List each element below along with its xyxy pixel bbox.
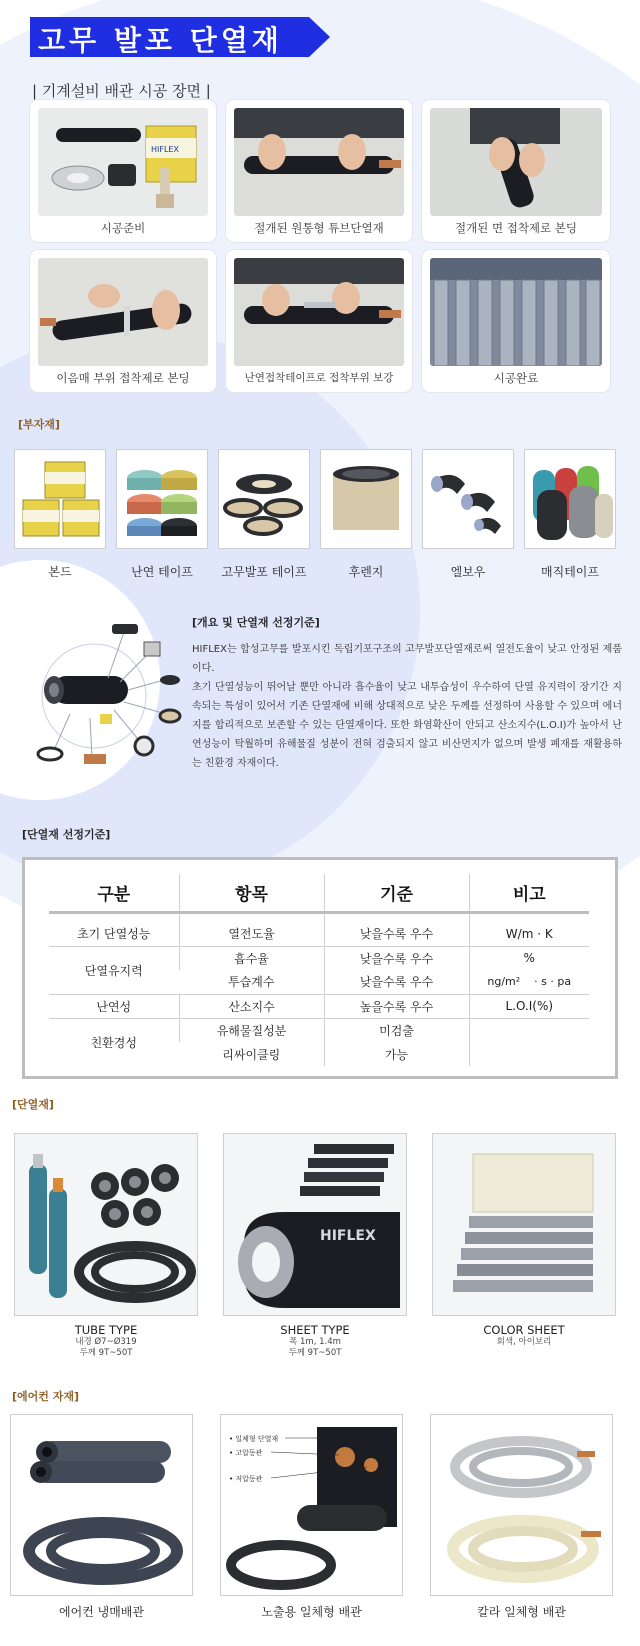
table-cell: 열전도율 [179,922,324,946]
accessory-label: 매직테이프 [541,565,599,579]
table-cell: 낮을수록 우수 [324,970,469,994]
table-cell: 가능 [324,1042,469,1066]
criteria-table-frame [22,857,618,1079]
step-photo-cut-tube [234,108,404,216]
accessory-label: 본드 [48,565,72,579]
table-row [49,922,589,946]
step-photo-complete [430,258,602,366]
step-caption: 난연접착테이프로 접착부위 보강 [244,372,394,384]
svg-text:• 일체형 단열재: • 일체형 단열재 [229,1435,279,1443]
accessory-magic-tape-image [524,449,616,549]
overview-illustration [24,618,184,768]
accessory-flange-image [320,449,412,549]
table-cell: 단열유지력 [49,946,179,994]
table-cell: 낮을수록 우수 [324,922,469,946]
step-photo-tape-reinforce [234,258,404,366]
table-header: 기준 [324,874,469,912]
step-card-bond-cut-face [422,100,610,242]
accessory-foam-tape-image [218,449,310,549]
product-name: SHEET TYPE [280,1323,350,1337]
color-sheet-caption [432,1323,616,1348]
table-row [49,994,589,1018]
svg-text:• 고압동관: • 고압동관 [229,1449,263,1457]
table-cell: 미검출 [324,1018,469,1042]
tube-type-caption [14,1323,198,1359]
step-photo-bond-seam [38,258,208,366]
step-photo-bond-cut-face [430,108,602,216]
overview-text [192,640,622,773]
product-spec: 두께 9T~50T [79,1348,133,1358]
accessory-elbow-image [422,449,514,549]
accessory-tape-image [116,449,208,549]
table-row [49,1018,589,1042]
table-cell: ng/m² · s · pa [469,970,589,994]
aircon-label: 에어컨 냉매배관 [59,1605,144,1619]
step-card-preparation [30,100,216,242]
color-sheet-image [432,1133,616,1316]
accessory-label: 고무발포 테이프 [221,565,307,579]
svg-text:• 저압동관: • 저압동관 [229,1475,263,1483]
table-cell [469,1018,589,1042]
table-cell: L.O.I(%) [469,994,589,1018]
table-cell: 높을수록 우수 [324,994,469,1018]
table-cell: W/m · K [469,922,589,946]
criteria-table [49,874,589,1066]
step-card-complete [422,250,610,392]
accessory-label: 난연 테이프 [131,565,193,579]
accessory-label: 엘보우 [450,565,486,579]
step-caption: 절개된 면 접착제로 본딩 [454,221,578,235]
table-spacer-row [49,912,589,922]
diagram-label: 저압동관 [235,1475,263,1483]
diagram-label: 일체형 단열재 [235,1435,279,1443]
table-cell: 리싸이클링 [222,1047,281,1062]
accessory-label: 후렌지 [348,565,384,579]
overview-paragraph: HIFLEX는 합성고무를 발포시킨 독립기포구조의 고무발포단열재로써 열전도율이 낮고 안정된 제품이다. [192,644,622,674]
construction-subtitle: | 기계설비 배관 시공 장면 | [32,82,211,100]
product-spec: 폭 1m, 1.4m [289,1337,341,1347]
step-caption: 시공완료 [493,371,539,385]
overview-paragraph: 초기 단열성능이 뛰어날 뿐만 아니라 흡수율이 낮고 내투습성이 우수하여 단열 유지력이 장기간 지속되는 특성이 있어서 기존 단열재에 비해 상대적으로 낮은 두께를 선정하여 사용할 수 있으며 에너지를 합리적으로 보존할 수 있는 단열재이다. 또한 화염확산이 안되고 산소지수(L.O.I)가 높아서 난연성능이 탁월하며 유해물질 성분이 전혀 검출되지 않고 비산먼지가 없으며 발생 폐재를 재활용하는 친환경 자재이다. [192,682,622,769]
accessory-bond-image [14,449,106,549]
step-card-cut-tube [226,100,412,242]
table-cell [469,1042,589,1066]
diagram-label: 고압동관 [235,1449,263,1457]
table-row [49,946,589,970]
aircon-label: 칼라 일체형 배관 [477,1605,566,1619]
table-cell: 투습계수 [179,970,324,994]
aircon-tag: [에어컨 자재] [12,1390,80,1403]
product-spec: 회색, 아이보리 [496,1337,552,1347]
product-name: TUBE TYPE [74,1323,138,1337]
sheet-print: HIFLEX [320,1228,376,1244]
step-card-tape-reinforce [226,250,412,392]
product-name: COLOR SHEET [483,1323,565,1337]
can-label: HIFLEX [151,145,179,154]
accessories-tag: [부자재] [18,418,60,431]
sheet-type-image [223,1133,407,1316]
step-caption: 이음매 부위 접착제로 본딩 [56,371,190,385]
table-cell: 흡수율 [179,946,324,970]
table-header: 항목 [179,874,324,912]
table-cell: 산소지수 [179,994,324,1018]
table-cell: 유해물질성분 [179,1018,324,1042]
table-header: 구분 [49,874,179,912]
exposed-pipe-image [220,1414,403,1596]
step-card-bond-seam [30,250,216,392]
overview-title: [개요 및 단열재 선정기준] [192,616,320,629]
product-spec: 두께 9T~50T [288,1348,342,1358]
sheet-type-caption [223,1323,407,1359]
color-pipe-image [430,1414,613,1596]
refrigerant-pipe-image [10,1414,193,1596]
criteria-tag: [단열재 선정기준] [22,828,111,841]
table-cell: 초기 단열성능 [49,922,179,946]
step-caption: 절개된 원통형 튜브단열재 [254,221,384,235]
table-cell: 난연성 [49,994,179,1018]
table-header: 비고 [469,874,589,912]
insulation-tag: [단열재] [12,1098,54,1111]
aircon-label: 노출용 일체형 배관 [261,1605,362,1619]
page-title: 고무 발포 단열재 [38,24,283,57]
table-cell: 친환경성 [90,1035,137,1050]
step-photo-preparation [38,108,208,216]
table-cell: % [469,946,589,970]
step-caption: 시공준비 [100,221,146,235]
product-spec: 내경 Ø7~Ø319 [75,1337,137,1347]
table-cell: 낮을수록 우수 [324,946,469,970]
tube-type-image [14,1133,198,1316]
